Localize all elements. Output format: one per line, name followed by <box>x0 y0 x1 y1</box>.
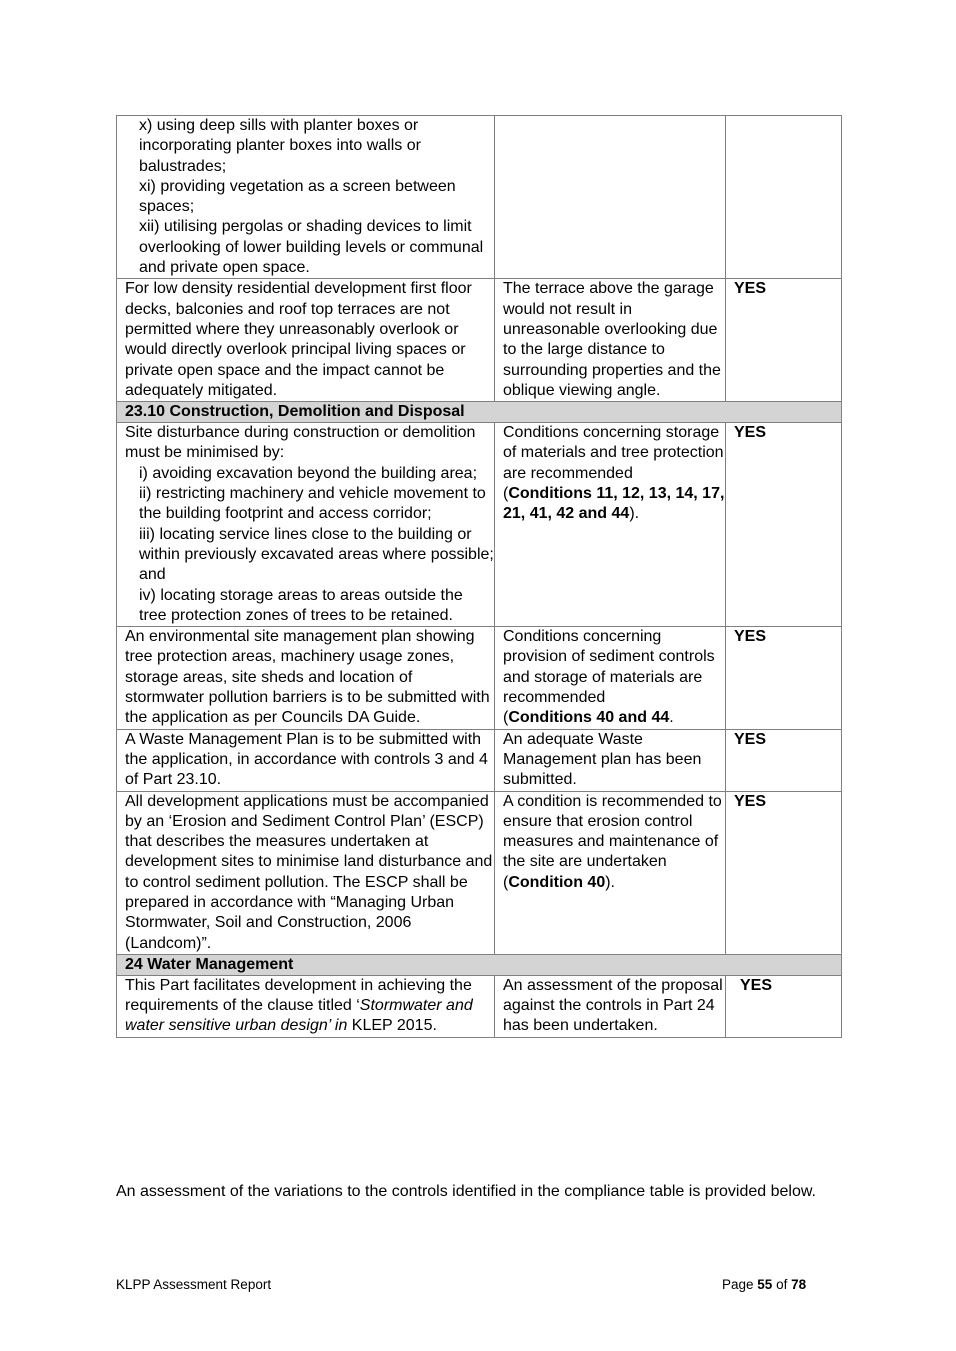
table-row <box>117 729 842 791</box>
list-item: i) avoiding excavation beyond the building area; <box>139 464 478 482</box>
section-header-row <box>117 402 842 423</box>
condition-reference: Conditions 40 and 44 <box>508 709 670 727</box>
list-item: iv) locating storage areas to areas outside the tree protection zones of trees to be retained. <box>139 586 463 624</box>
compliance-cell: YES <box>726 423 842 627</box>
table-row <box>117 116 842 279</box>
control-intro: Site disturbance during construction or demolition must be minimised by: <box>125 424 476 462</box>
compliance-cell: YES <box>726 729 842 791</box>
list-item: ii) restricting machinery and vehicle movement to the building footprint and access corridor; <box>139 485 486 523</box>
section-heading: 23.10 Construction, Demolition and Disposal <box>117 402 842 423</box>
compliance-cell <box>726 116 842 279</box>
control-text-end: KLEP 2015. <box>347 1017 437 1035</box>
comment-text: Conditions concerning storage of materials and tree protection are recommended <box>503 424 724 482</box>
compliance-value: YES <box>740 976 773 994</box>
clause-title: Stormwater and water sensitive urban design’ in <box>125 997 473 1035</box>
page-label: Page <box>722 1277 758 1292</box>
control-cell: All development applications must be accompanied by an ‘Erosion and Sediment Control Plan’ (ESCP) that describes the measures undertaken at development sites to minimise land disturbance and to control sediment pollution. The ESCP shall be prepared in accordance with “Managing Urban Stormwater, Soil and Construction, 2006 (Landcom)”. <box>117 791 495 954</box>
comment-cell: An adequate Waste Management plan has been submitted. <box>495 729 726 791</box>
comment-cell: An assessment of the proposal against the controls in Part 24 has been undertaken. <box>495 975 726 1037</box>
control-cell: An environmental site management plan showing tree protection areas, machinery usage zones, storage areas, site sheds and location of stormwater pollution barriers is to be submitted with the application as per Councils DA Guide. <box>117 627 495 729</box>
comment-text: Conditions concerning provision of sediment controls and storage of materials are recommended <box>503 628 715 707</box>
control-text: This Part facilitates development in achieving the requirements of the clause titled ‘ <box>125 976 472 1015</box>
section-heading: 24 Water Management <box>117 954 842 975</box>
of-label: of <box>772 1277 792 1292</box>
comment-text: A condition is recommended to ensure that erosion control measures and maintenance of the site are undertaken ( <box>503 792 722 891</box>
control-cell <box>117 116 495 279</box>
control-cell: A Waste Management Plan is to be submitted with the application, in accordance with controls 3 and 4 of Part 23.10. <box>117 729 495 791</box>
control-cell <box>117 975 495 1037</box>
list-item: iii) locating service lines close to the building or within previously excavated areas where possible; and <box>139 525 494 584</box>
table-row <box>117 791 842 954</box>
open-paren: ( <box>503 485 509 503</box>
footer-page-number <box>722 1277 806 1292</box>
list-item: x) using deep sills with planter boxes or incorporating planter boxes into walls or balustrades; <box>139 117 421 175</box>
comment-cell <box>495 116 726 279</box>
comment-cell <box>495 423 726 627</box>
control-cell: For low density residential development first floor decks, balconies and roof top terraces are not permitted where they unreasonably overlook or would directly overlook principal living spaces or private open space and the impact cannot be adequately mitigated. <box>117 279 495 402</box>
condition-reference: Condition 40 <box>508 873 606 891</box>
footer-report-title: KLPP Assessment Report <box>116 1277 272 1292</box>
compliance-cell <box>726 975 842 1037</box>
control-cell <box>117 423 495 627</box>
section-header-row <box>117 954 842 975</box>
compliance-cell: YES <box>726 627 842 729</box>
table-row <box>117 627 842 729</box>
open-paren: ( <box>503 709 509 727</box>
compliance-table <box>116 115 842 1038</box>
close-paren: ). <box>605 873 615 891</box>
body-paragraph: An assessment of the variations to the controls identified in the compliance table is provided below. <box>116 1183 816 1200</box>
comment-cell: The terrace above the garage would not result in unreasonable overlooking due to the large distance to surrounding properties and the oblique viewing angle. <box>495 279 726 402</box>
comment-cell <box>495 791 726 954</box>
comment-cell <box>495 627 726 729</box>
condition-reference: Conditions 11, 12, 13, 14, 17, 21, 41, 42 and 44 <box>503 485 725 523</box>
table-row <box>117 423 842 627</box>
table-row <box>117 975 842 1037</box>
current-page: 55 <box>757 1277 773 1292</box>
list-item: xii) utilising pergolas or shading devices to limit overlooking of lower building levels or communal and private open space. <box>139 218 484 277</box>
total-pages: 78 <box>791 1277 807 1292</box>
close-paren: . <box>669 709 674 727</box>
compliance-cell: YES <box>726 791 842 954</box>
table-row <box>117 279 842 402</box>
list-item: xi) providing vegetation as a screen between spaces; <box>139 177 456 216</box>
close-paren: ). <box>629 505 640 523</box>
compliance-cell: YES <box>726 279 842 402</box>
